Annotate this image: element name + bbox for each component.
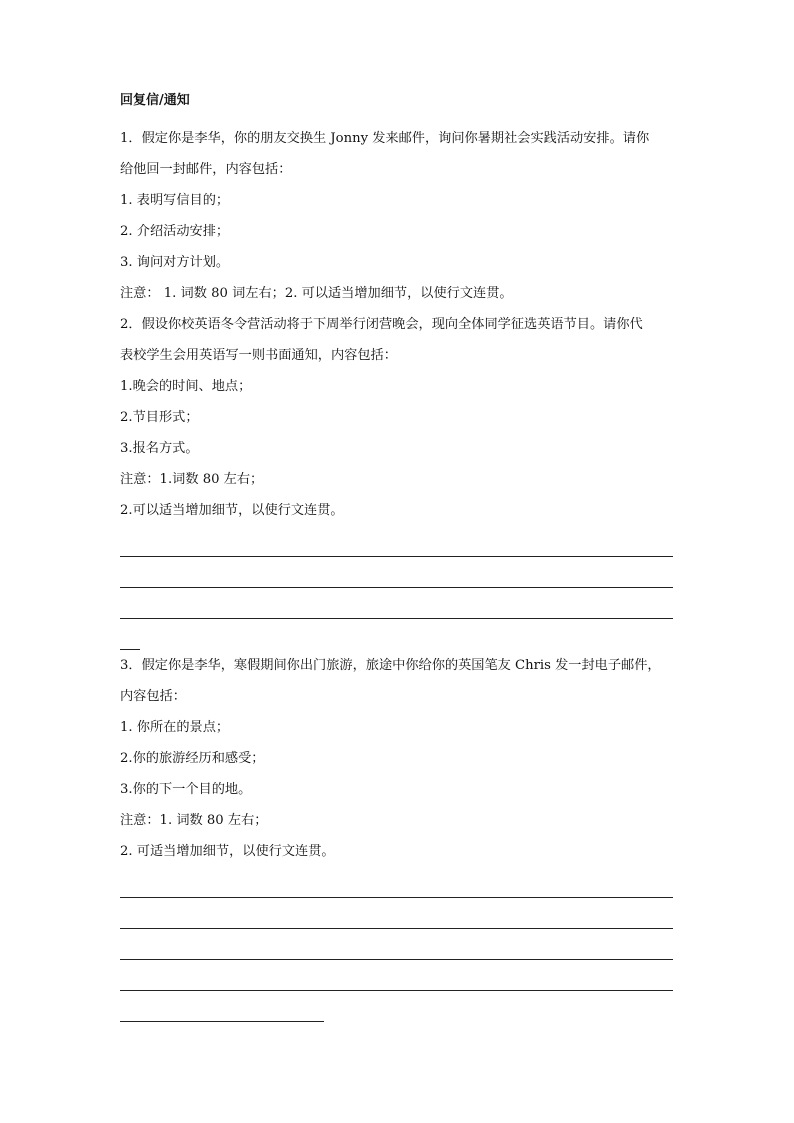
q3-prompt-line-1: 3．假定你是李华，寒假期间你出门旅游，旅途中你给你的英国笔友 Chris 发一封电子邮件， (120, 658, 661, 673)
q1-prompt-line-1: 1．假定你是李华，你的朋友交换生 Jonny 发来邮件，询问你暑期社会实践活动安排。请你 (120, 131, 650, 146)
question-1 (120, 123, 676, 309)
question-2 (120, 309, 676, 650)
q1-item-1: 1. 表明写信目的； (120, 193, 230, 208)
q2-answer-line-3[interactable] (120, 588, 676, 619)
q2-answer-line-4[interactable] (120, 619, 676, 650)
q2-item-2: 2.节目形式； (120, 410, 199, 425)
section-heading: 回复信/通知 (120, 93, 190, 108)
q2-prompt-line-1: 2．假设你校英语冬令营活动将于下周举行闭营晚会，现向全体同学征选英语节目。请你代 (120, 317, 643, 332)
q1-item-3: 3. 询问对方计划。 (120, 255, 230, 270)
q1-note: 注意： 1. 词数 80 词左右；2. 可以适当增加细节，以使行文连贯。 (120, 286, 513, 301)
q2-item-1: 1.晚会的时间、地点； (120, 379, 252, 394)
q3-answer-line-4[interactable] (120, 960, 676, 991)
q3-prompt-line-2: 内容包括： (120, 689, 186, 704)
q3-answer-line-5[interactable] (120, 991, 676, 1022)
q3-answer-line-2[interactable] (120, 898, 676, 929)
q3-answer-line-3[interactable] (120, 929, 676, 960)
q2-note-2: 2.可以适当增加细节，以使行文连贯。 (120, 503, 344, 518)
q3-item-2: 2.你的旅游经历和感受； (120, 751, 265, 766)
q3-item-3: 3.你的下一个目的地。 (120, 782, 252, 797)
q3-answer-line-1[interactable] (120, 867, 676, 898)
q3-note-1: 注意：1. 词数 80 左右； (120, 813, 268, 828)
q2-prompt-line-2: 表校学生会用英语写一则书面通知，内容包括： (120, 348, 397, 363)
q3-note-2: 2. 可适当增加细节，以使行文连贯。 (120, 844, 335, 859)
question-3 (120, 650, 676, 1022)
q2-item-3: 3.报名方式。 (120, 441, 199, 456)
q1-item-2: 2. 介绍活动安排； (120, 224, 230, 239)
q2-answer-line-1[interactable] (120, 526, 676, 557)
q2-note-1: 注意：1.词数 80 左右； (120, 472, 264, 487)
q1-prompt-line-2: 给他回一封邮件，内容包括： (120, 162, 292, 177)
q3-item-1: 1. 你所在的景点； (120, 720, 230, 735)
document-page (120, 92, 676, 1022)
q2-answer-line-2[interactable] (120, 557, 676, 588)
